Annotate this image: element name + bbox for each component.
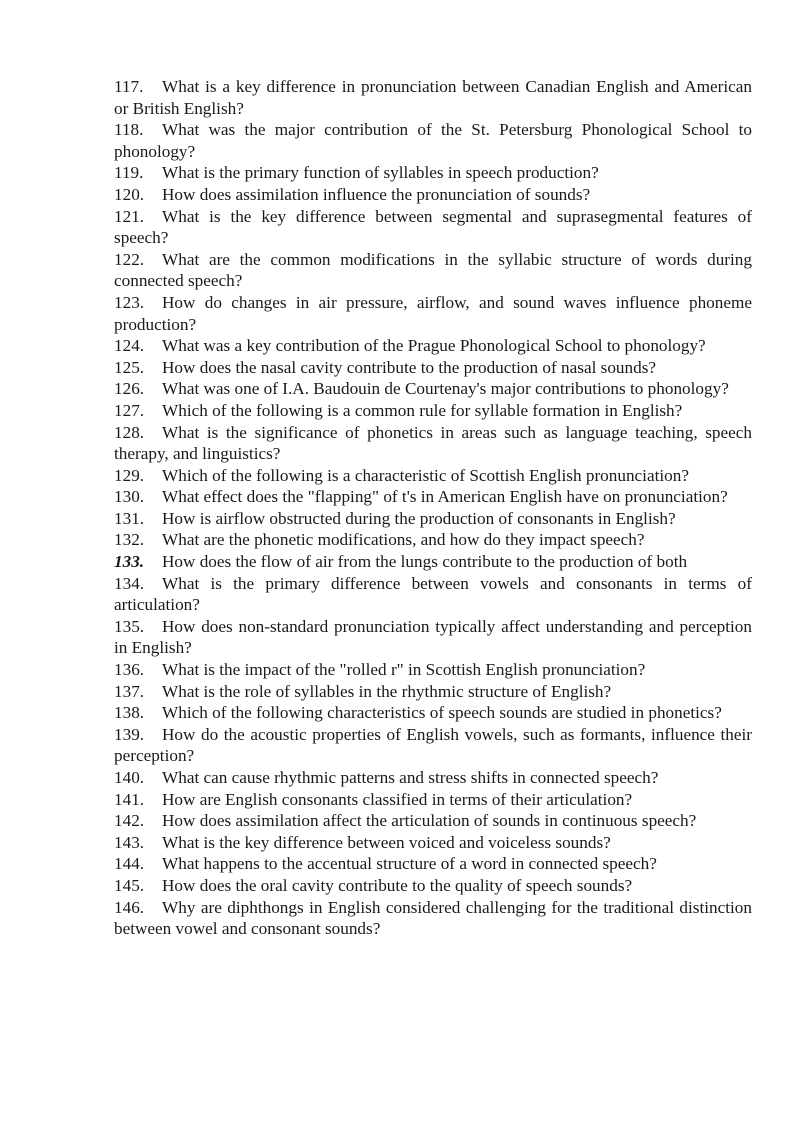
question-number: 128. — [114, 422, 145, 442]
question-item — [114, 465, 752, 487]
question-text: Which of the following characteristics of speech sounds are studied in phonetics? — [162, 703, 722, 723]
question-item — [114, 206, 752, 249]
question-item — [114, 897, 752, 940]
question-text: What effect does the "flapping" of t's in American English have on pronunciation? — [162, 487, 728, 507]
question-text: What can cause rhythmic patterns and stress shifts in connected speech? — [162, 768, 659, 787]
question-number: 143. — [114, 832, 145, 852]
question-item — [114, 724, 752, 767]
question-number: 145. — [114, 875, 145, 895]
question-text: How does non-standard pronunciation typically affect understanding and perception in English? — [114, 616, 752, 658]
question-text: What is the key difference between segmental and suprasegmental features of speech? — [114, 206, 752, 248]
question-number: 142. — [114, 811, 145, 831]
question-text: How do changes in air pressure, airflow, and sound waves influence phoneme production? — [114, 292, 752, 334]
question-item — [114, 810, 752, 832]
question-text: How does the flow of air from the lungs contribute to the production of both — [162, 552, 688, 572]
question-text: How is airflow obstructed during the production of consonants in English? — [162, 508, 676, 528]
question-text: What is the significance of phonetics in areas such as language teaching, speech therapy, and linguistics? — [114, 422, 752, 464]
question-text: How does assimilation influence the pronunciation of sounds? — [162, 184, 591, 204]
question-list — [114, 76, 752, 940]
question-item — [114, 508, 752, 530]
question-number: 127. — [114, 400, 145, 420]
question-text: What are the common modifications in the syllabic structure of words during connected speech? — [114, 249, 752, 291]
question-number: 118. — [114, 120, 144, 140]
question-text: Which of the following is a characteristic of Scottish English pronunciation? — [162, 465, 689, 485]
question-text: How does the nasal cavity contribute to the production of nasal sounds? — [162, 357, 657, 377]
question-item — [114, 616, 752, 659]
question-number: 119. — [114, 163, 144, 183]
question-item — [114, 529, 752, 551]
question-number: 123. — [114, 292, 145, 312]
question-text: Which of the following is a common rule for syllable formation in English? — [162, 400, 683, 420]
question-item — [114, 789, 752, 811]
question-number: 132. — [114, 530, 145, 550]
question-text: What is the primary function of syllables in speech production? — [162, 163, 599, 183]
question-number: 135. — [114, 616, 145, 636]
question-number: 146. — [114, 897, 145, 917]
question-text: How does the oral cavity contribute to the quality of speech sounds? — [162, 875, 633, 895]
question-number: 136. — [114, 660, 145, 680]
question-text: What was one of I.A. Baudouin de Courtenay's major contributions to phonology? — [162, 379, 729, 399]
question-number: 134. — [114, 573, 145, 593]
question-item — [114, 422, 752, 465]
question-number: 133. — [114, 552, 145, 572]
question-number: 141. — [114, 789, 145, 809]
question-item — [114, 335, 752, 357]
question-number: 121. — [114, 206, 145, 226]
question-text: What is the impact of the "rolled r" in Scottish English pronunciation? — [162, 660, 646, 680]
question-item — [114, 681, 752, 703]
question-text: What is a key difference in pronunciation between Canadian English and American or British English? — [114, 77, 752, 118]
question-text: What was the major contribution of the St. Petersburg Phonological School to phonology? — [114, 120, 752, 161]
question-number: 137. — [114, 681, 145, 701]
question-number: 130. — [114, 487, 145, 507]
question-item — [114, 357, 752, 379]
question-item — [114, 767, 752, 789]
question-text: What is the role of syllables in the rhythmic structure of English? — [162, 681, 612, 701]
question-number: 124. — [114, 336, 145, 356]
question-item — [114, 400, 752, 422]
question-number: 139. — [114, 724, 145, 744]
question-item — [114, 875, 752, 897]
question-number: 131. — [114, 508, 145, 528]
question-item — [114, 659, 752, 681]
question-number: 138. — [114, 703, 145, 723]
question-text: What is the primary difference between vowels and consonants in terms of articulation? — [114, 573, 752, 615]
question-text: What was a key contribution of the Prague Phonological School to phonology? — [162, 336, 706, 356]
question-item — [114, 292, 752, 335]
question-item — [114, 702, 752, 724]
question-item — [114, 853, 752, 875]
question-number: 120. — [114, 184, 145, 204]
question-item — [114, 551, 752, 573]
question-number: 144. — [114, 854, 145, 874]
question-text: Why are diphthongs in English considered challenging for the traditional distinction between vowel and consonant sounds? — [114, 897, 752, 939]
question-number: 126. — [114, 379, 145, 399]
question-number: 129. — [114, 465, 145, 485]
question-text: What are the phonetic modifications, and how do they impact speech? — [162, 530, 645, 550]
question-text: How are English consonants classified in terms of their articulation? — [162, 789, 633, 809]
question-text: How does assimilation affect the articulation of sounds in continuous speech? — [162, 811, 697, 831]
question-text: How do the acoustic properties of English vowels, such as formants, influence their perception? — [114, 724, 752, 766]
question-number: 117. — [114, 77, 144, 96]
question-number: 125. — [114, 357, 145, 377]
question-item — [114, 162, 752, 184]
question-item — [114, 486, 752, 508]
question-item — [114, 832, 752, 854]
question-item — [114, 76, 752, 119]
question-number: 140. — [114, 768, 145, 787]
question-item — [114, 184, 752, 206]
question-item — [114, 378, 752, 400]
question-text: What is the key difference between voiced and voiceless sounds? — [162, 832, 611, 852]
question-item — [114, 119, 752, 162]
question-item — [114, 573, 752, 616]
question-item — [114, 249, 752, 292]
question-number: 122. — [114, 249, 145, 269]
question-text: What happens to the accentual structure of a word in connected speech? — [162, 854, 657, 874]
